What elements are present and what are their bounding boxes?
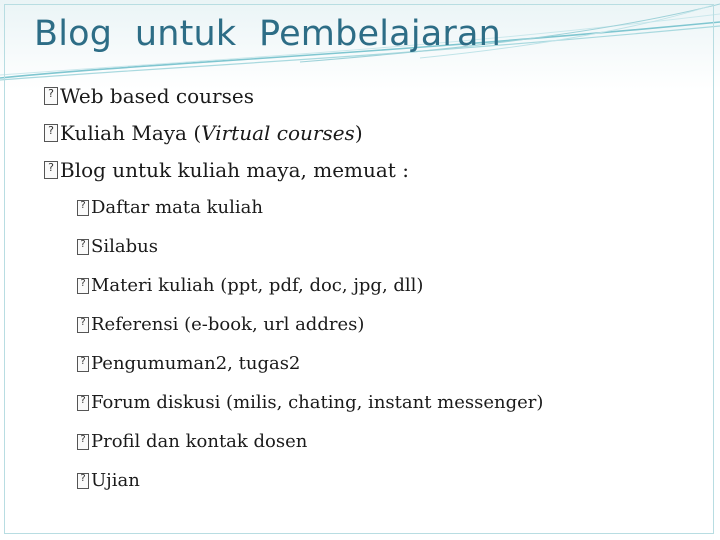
- bullet-text: Forum diskusi (milis, chating, instant messenger): [91, 392, 544, 413]
- sub-bullet-item-silabus: [44, 227, 543, 266]
- bullet-text: Referensi (e-book, url addres): [91, 314, 365, 335]
- bullet-marker-icon: [44, 161, 58, 179]
- sub-bullet-item-daftar-mata-kuliah: [44, 188, 543, 227]
- bullet-text: Pengumuman2, tugas2: [91, 353, 301, 374]
- bullet-marker-icon: [77, 200, 89, 216]
- sub-bullet-item-forum-diskusi: [44, 383, 543, 422]
- bullet-text-pre: Kuliah Maya (: [60, 120, 202, 145]
- bullet-marker-icon: [77, 239, 89, 255]
- sub-bullet-item-pengumuman: [44, 344, 543, 383]
- bullet-list: [44, 77, 543, 500]
- sub-bullet-item-profil-dosen: [44, 422, 543, 461]
- bullet-marker-icon: [77, 278, 89, 294]
- bullet-item-kuliah-maya: [44, 114, 543, 151]
- bullet-marker-icon: [77, 473, 89, 489]
- sub-bullet-item-referensi: [44, 305, 543, 344]
- bullet-marker-icon: [77, 317, 89, 333]
- bullet-text: Profil dan kontak dosen: [91, 431, 308, 452]
- bullet-marker-icon: [77, 395, 89, 411]
- bullet-text: Materi kuliah (ppt, pdf, doc, jpg, dll): [91, 275, 424, 296]
- bullet-text: Ujian: [91, 470, 140, 491]
- bullet-marker-icon: [44, 124, 58, 142]
- sub-bullet-item-materi-kuliah: [44, 266, 543, 305]
- bullet-item-web-based-courses: [44, 77, 543, 114]
- bullet-item-blog-untuk-kuliah-maya: [44, 151, 543, 188]
- bullet-marker-icon: [77, 434, 89, 450]
- bullet-text: Silabus: [91, 236, 158, 257]
- bullet-marker-icon: [44, 87, 58, 105]
- bullet-text-italic: Virtual courses: [201, 120, 355, 145]
- bullet-text: Web based courses: [60, 83, 254, 108]
- bullet-text: Blog untuk kuliah maya, memuat :: [60, 157, 409, 182]
- bullet-text: Daftar mata kuliah: [91, 197, 263, 218]
- bullet-text-post: ): [354, 120, 363, 145]
- slide-title: Blog untuk Pembelajaran: [34, 14, 502, 54]
- sub-bullet-item-ujian: [44, 461, 543, 500]
- bullet-marker-icon: [77, 356, 89, 372]
